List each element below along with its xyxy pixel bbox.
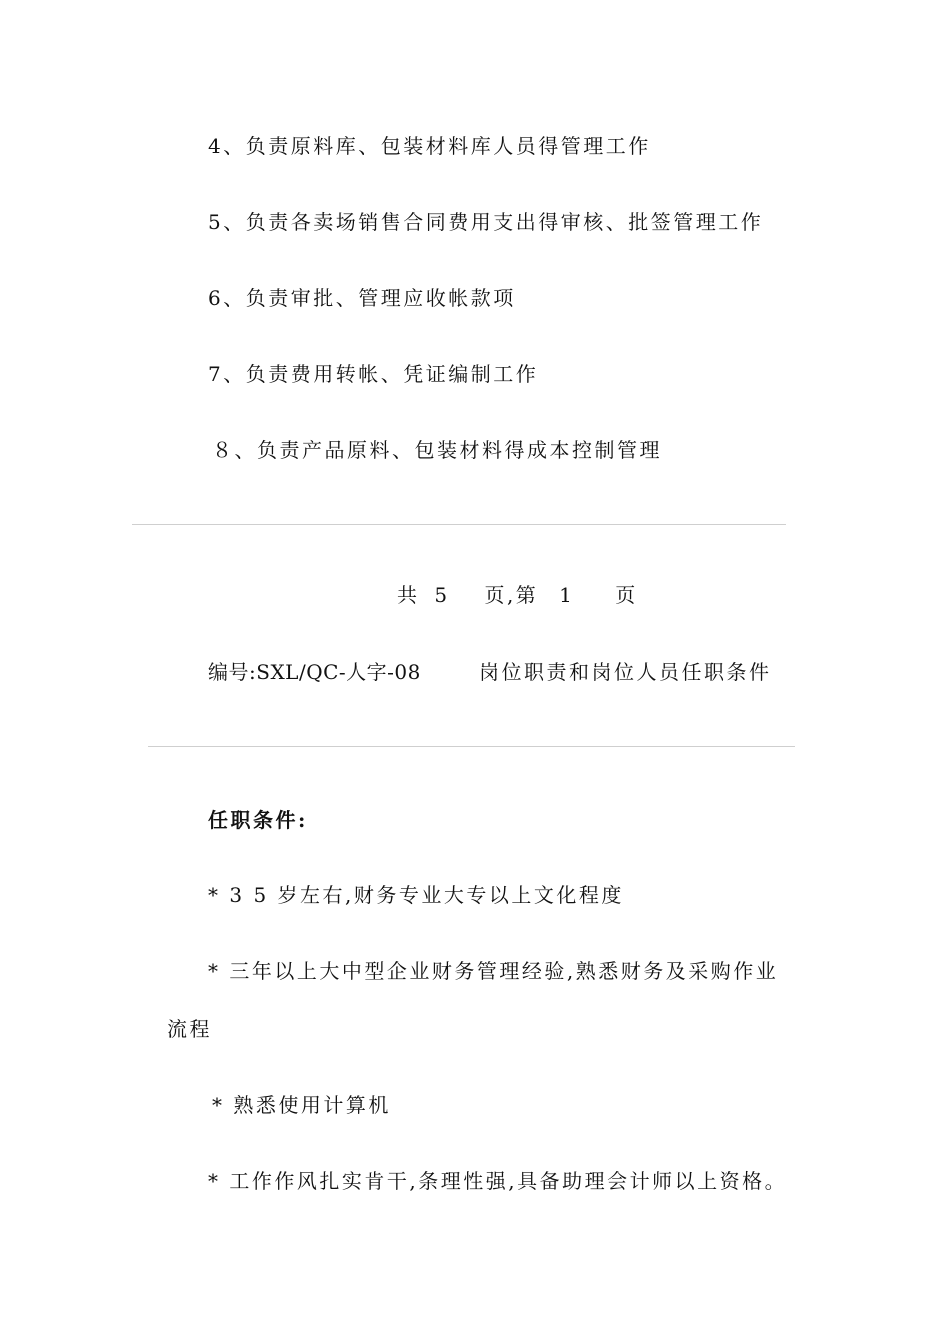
qualification-item-experience-cont: 流程 [167,1017,212,1041]
qualification-item-computer: * 熟悉使用计算机 [212,1093,391,1117]
duty-item-6: 6、负责审批、管理应收帐款项 [208,286,516,310]
qualification-item-age: * 3 5 岁左右,财务专业大专以上文化程度 [208,883,624,907]
total-label: 共 [397,583,420,607]
doc-title: 岗位职责和岗位人员任职条件 [479,660,772,684]
qualification-item-attitude: * 工作作风扎实肯干,条理性强,具备助理会计师以上资格。 [208,1169,788,1193]
qualification-item-experience: * 三年以上大中型企业财务管理经验,熟悉财务及采购作业 [208,959,779,983]
page-suffix: 页 [615,583,638,607]
current-page: 1 [559,583,575,607]
page-counter [397,581,638,609]
duty-item-8: ８、负责产品原料、包装材料得成本控制管理 [212,438,662,462]
total-pages: 5 [434,583,450,607]
duty-item-7: 7、负责费用转帐、凭证编制工作 [208,362,539,386]
pages-label: 页,第 [484,583,539,607]
duty-item-4: 4、负责原料库、包装材料库人员得管理工作 [208,134,651,158]
header-divider [148,746,795,747]
qualifications-heading: 任职条件: [208,808,308,832]
footer-divider [132,524,786,525]
duty-item-5: 5、负责各卖场销售合同费用支出得审核、批签管理工作 [208,210,764,234]
doc-number: 编号:SXL/QC-人字-08 [208,660,421,684]
